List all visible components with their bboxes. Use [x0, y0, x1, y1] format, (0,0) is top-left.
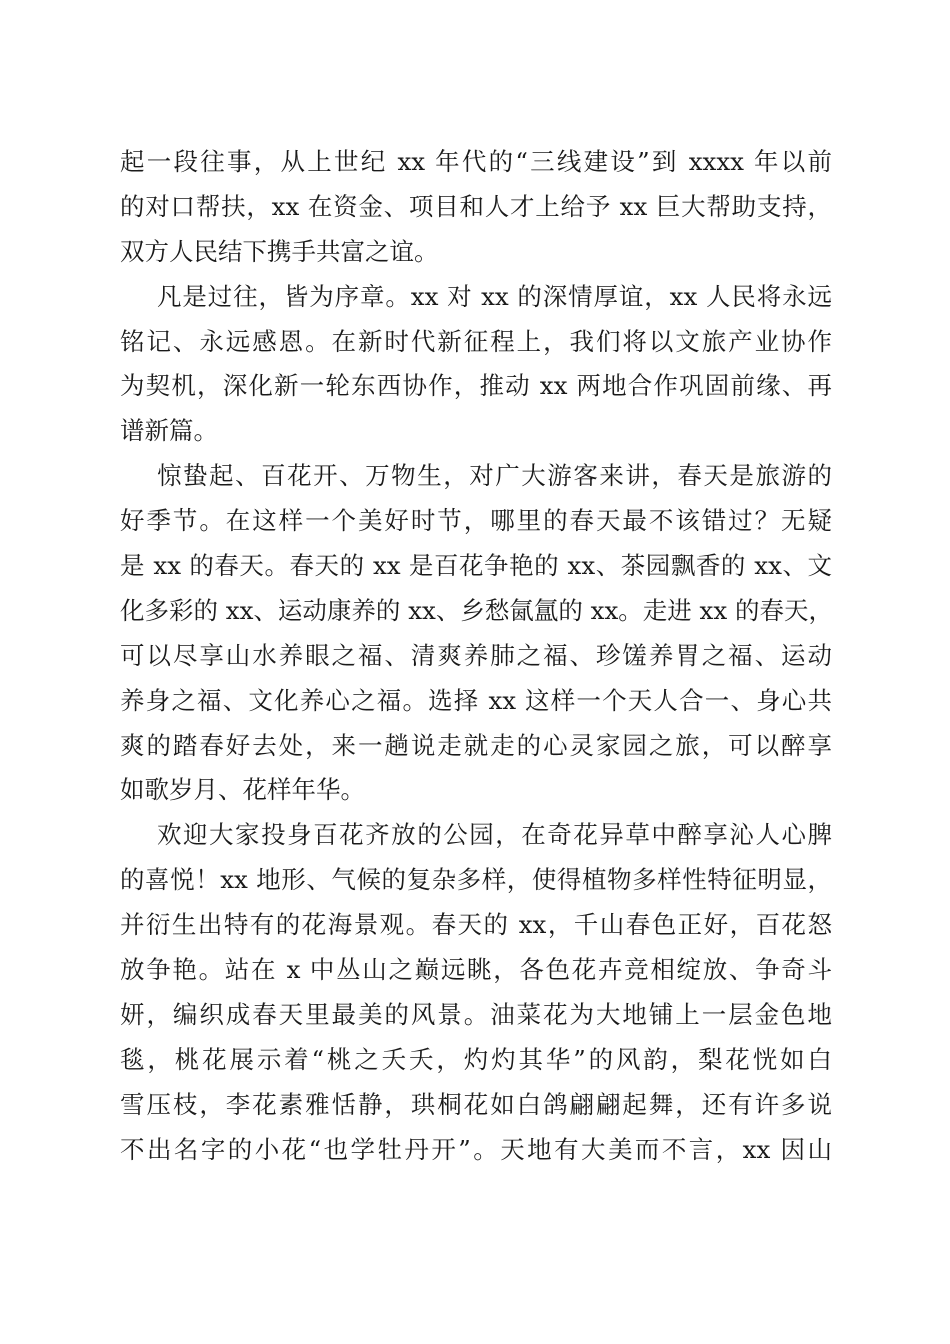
text-line: 好季节。在这样一个美好时节，哪里的春天最不该错过？无疑	[120, 506, 832, 536]
text-line: 起一段往事，从上世纪 xx 年代的“三线建设”到 xxxx 年以前	[120, 147, 832, 176]
text-line: 如歌岁月、花样年华。	[120, 775, 365, 805]
text-line: 并衍生出特有的花海景观。春天的 xx，千山春色正好，百花怒	[120, 910, 832, 940]
text-line: 欢迎大家投身百花齐放的公园，在奇花异草中醉享沁人心脾	[157, 820, 832, 850]
text-line: 化多彩的 xx、运动康养的 xx、乡愁氤氲的 xx。走进 xx 的春天，	[120, 595, 833, 625]
body-text	[120, 140, 832, 1172]
text-line: 谱新篇。	[120, 416, 218, 446]
text-line: 不出名字的小花“也学牡丹开”。天地有大美而不言，xx 因山	[120, 1134, 832, 1164]
text-line: 铭记、永远感恩。在新时代新征程上，我们将以文旅产业协作	[120, 326, 832, 356]
text-line: 的对口帮扶，xx 在资金、项目和人才上给予 xx 巨大帮助支持，	[120, 191, 832, 221]
text-line: 放争艳。站在 x 中丛山之巅远眺，各色花卉竞相绽放、争奇斗	[120, 955, 832, 985]
text-line: 为契机，深化新一轮东西协作，推动 xx 两地合作巩固前缘、再	[120, 371, 832, 401]
text-line: 可以尽享山水养眼之福、清爽养肺之福、珍馐养胃之福、运动	[120, 640, 832, 670]
text-line: 双方人民结下携手共富之谊。	[120, 236, 439, 266]
text-line: 是 xx 的春天。春天的 xx 是百花争艳的 xx、茶园飘香的 xx、文	[120, 551, 832, 581]
text-line: 爽的踏春好去处，来一趟说走就走的心灵家园之旅，可以醉享	[120, 730, 832, 760]
text-line: 凡是过往，皆为序章。xx 对 xx 的深情厚谊，xx 人民将永远	[157, 281, 832, 311]
text-line: 养身之福、文化养心之福。选择 xx 这样一个天人合一、身心共	[120, 685, 832, 715]
text-line: 雪压枝，李花素雅恬静，珙桐花如白鸽翩翩起舞，还有许多说	[120, 1089, 832, 1119]
text-line: 的喜悦！xx 地形、气候的复杂多样，使得植物多样性特征明显，	[120, 865, 832, 895]
text-line: 妍，编织成春天里最美的风景。油菜花为大地铺上一层金色地	[120, 999, 832, 1029]
text-line: 惊蛰起、百花开、万物生，对广大游客来讲，春天是旅游的	[157, 461, 832, 491]
text-line: 毯，桃花展示着“桃之夭夭，灼灼其华”的风韵，梨花恍如白	[120, 1044, 832, 1074]
